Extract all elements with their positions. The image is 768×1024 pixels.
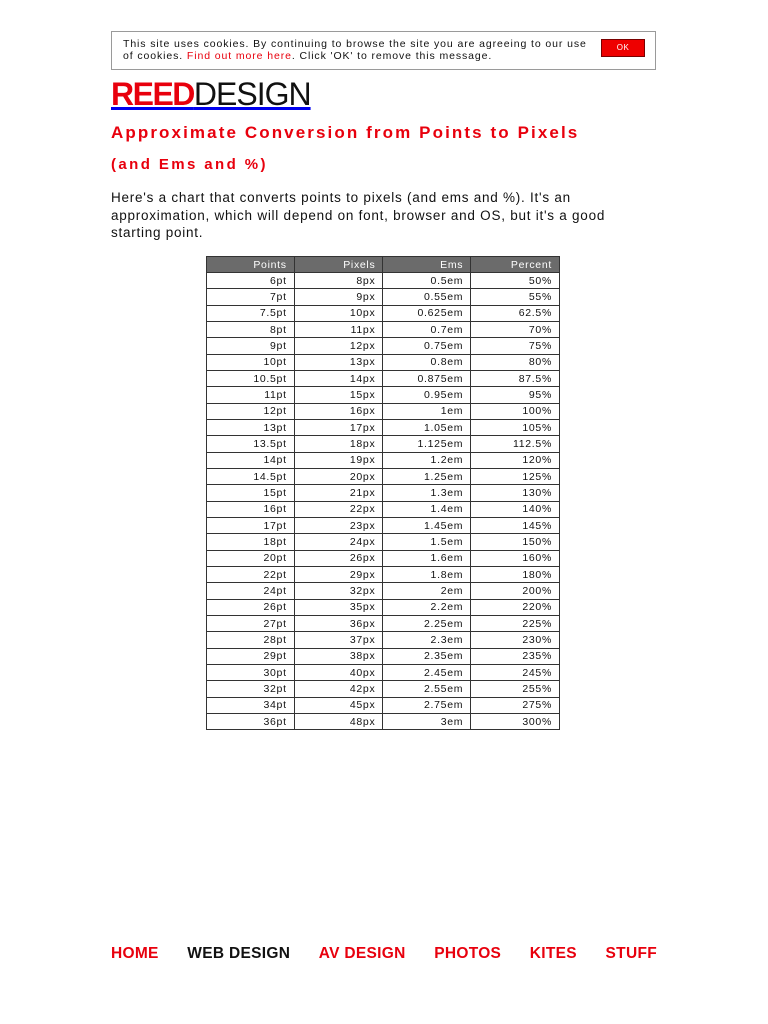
cell-ems: 1em (383, 403, 471, 419)
cell-ems: 2em (383, 583, 471, 599)
cell-pixels: 24px (294, 534, 383, 550)
table-row (207, 305, 560, 321)
cell-percent: 145% (471, 517, 560, 533)
cell-points: 15pt (207, 485, 295, 501)
cell-ems: 0.75em (383, 338, 471, 354)
cell-pixels: 23px (294, 517, 383, 533)
cookie-message (123, 38, 593, 62)
cell-pixels: 10px (294, 305, 383, 321)
cell-points: 20pt (207, 550, 295, 566)
nav-stuff[interactable]: STUFF (605, 945, 657, 962)
cell-points: 24pt (207, 583, 295, 599)
cell-points: 10pt (207, 354, 295, 370)
cell-percent: 300% (471, 713, 560, 729)
cell-pixels: 17px (294, 419, 383, 435)
table-row (207, 599, 560, 615)
cell-points: 8pt (207, 321, 295, 337)
cell-pixels: 26px (294, 550, 383, 566)
cell-ems: 1.5em (383, 534, 471, 550)
cell-ems: 0.7em (383, 321, 471, 337)
site-logo[interactable] (111, 77, 311, 111)
cell-ems: 1.05em (383, 419, 471, 435)
cell-points: 34pt (207, 697, 295, 713)
cell-points: 6pt (207, 273, 295, 289)
cell-percent: 120% (471, 452, 560, 468)
cell-pixels: 18px (294, 436, 383, 452)
table-row (207, 273, 560, 289)
table-row (207, 387, 560, 403)
cell-pixels: 40px (294, 664, 383, 680)
cell-ems: 0.5em (383, 273, 471, 289)
cell-ems: 2.3em (383, 632, 471, 648)
cell-ems: 1.125em (383, 436, 471, 452)
cell-percent: 275% (471, 697, 560, 713)
table-row (207, 713, 560, 729)
cell-points: 29pt (207, 648, 295, 664)
cell-pixels: 11px (294, 321, 383, 337)
table-row (207, 485, 560, 501)
table-header-row (207, 257, 560, 273)
table-row (207, 354, 560, 370)
cell-percent: 112.5% (471, 436, 560, 452)
conversion-table (206, 256, 560, 730)
cell-percent: 220% (471, 599, 560, 615)
cell-ems: 1.4em (383, 501, 471, 517)
find-out-more-link[interactable]: Find out more here (186, 50, 292, 62)
cell-ems: 1.8em (383, 566, 471, 582)
cookie-notice (111, 31, 656, 70)
nav-photos[interactable]: PHOTOS (434, 945, 502, 962)
nav-kites[interactable]: KITES (529, 945, 577, 962)
cell-pixels: 12px (294, 338, 383, 354)
nav-av-design[interactable]: AV DESIGN (318, 945, 406, 962)
table-row (207, 403, 560, 419)
cell-points: 14pt (207, 452, 295, 468)
table-row (207, 534, 560, 550)
cell-points: 32pt (207, 681, 295, 697)
table-row (207, 517, 560, 533)
table-row (207, 681, 560, 697)
cell-ems: 3em (383, 713, 471, 729)
table-row (207, 632, 560, 648)
cell-ems: 1.25em (383, 468, 471, 484)
cell-ems: 0.95em (383, 387, 471, 403)
header-percent: Percent (471, 257, 560, 273)
cell-ems: 1.6em (383, 550, 471, 566)
cell-points: 30pt (207, 664, 295, 680)
table-row (207, 566, 560, 582)
cell-pixels: 38px (294, 648, 383, 664)
table-row (207, 419, 560, 435)
logo-design: DESIGN (193, 76, 311, 112)
nav-home[interactable]: HOME (111, 945, 159, 962)
cell-percent: 87.5% (471, 370, 560, 386)
cell-percent: 105% (471, 419, 560, 435)
cell-pixels: 21px (294, 485, 383, 501)
cell-ems: 2.2em (383, 599, 471, 615)
cell-points: 18pt (207, 534, 295, 550)
table-row (207, 468, 560, 484)
cell-percent: 160% (471, 550, 560, 566)
cell-percent: 230% (471, 632, 560, 648)
cell-points: 27pt (207, 615, 295, 631)
cell-percent: 140% (471, 501, 560, 517)
cell-ems: 2.45em (383, 664, 471, 680)
table-row (207, 501, 560, 517)
cell-pixels: 29px (294, 566, 383, 582)
table-row (207, 452, 560, 468)
header-points: Points (207, 257, 295, 273)
table-row (207, 648, 560, 664)
cell-ems: 0.625em (383, 305, 471, 321)
footer-nav (111, 944, 657, 964)
cell-points: 26pt (207, 599, 295, 615)
cell-ems: 0.55em (383, 289, 471, 305)
cell-pixels: 36px (294, 615, 383, 631)
page-subtitle: (and Ems and %) (111, 156, 268, 173)
table-row (207, 664, 560, 680)
cell-percent: 180% (471, 566, 560, 582)
cell-ems: 2.75em (383, 697, 471, 713)
cookie-text-before: This site uses cookies. By continuing to browse the site you are agreeing to our use of cookies. (123, 38, 587, 62)
header-ems: Ems (383, 257, 471, 273)
cell-pixels: 9px (294, 289, 383, 305)
table-row (207, 338, 560, 354)
cell-pixels: 48px (294, 713, 383, 729)
table-row (207, 289, 560, 305)
table-row (207, 550, 560, 566)
cell-percent: 245% (471, 664, 560, 680)
table-row (207, 615, 560, 631)
cell-pixels: 35px (294, 599, 383, 615)
cell-points: 13pt (207, 419, 295, 435)
cell-ems: 0.875em (383, 370, 471, 386)
cell-points: 7pt (207, 289, 295, 305)
cell-percent: 235% (471, 648, 560, 664)
cell-pixels: 14px (294, 370, 383, 386)
cookie-ok-button[interactable]: OK (601, 39, 645, 57)
cell-points: 17pt (207, 517, 295, 533)
cell-percent: 255% (471, 681, 560, 697)
table-body (207, 273, 560, 730)
cell-pixels: 32px (294, 583, 383, 599)
header-pixels: Pixels (294, 257, 383, 273)
cell-points: 22pt (207, 566, 295, 582)
cell-percent: 62.5% (471, 305, 560, 321)
cell-percent: 75% (471, 338, 560, 354)
cell-pixels: 16px (294, 403, 383, 419)
cell-points: 13.5pt (207, 436, 295, 452)
cell-points: 11pt (207, 387, 295, 403)
cell-points: 28pt (207, 632, 295, 648)
table-row (207, 583, 560, 599)
cell-points: 7.5pt (207, 305, 295, 321)
cell-pixels: 19px (294, 452, 383, 468)
cell-pixels: 20px (294, 468, 383, 484)
page-title: Approximate Conversion from Points to Pixels (111, 123, 580, 142)
cell-points: 16pt (207, 501, 295, 517)
cell-ems: 2.25em (383, 615, 471, 631)
cell-pixels: 42px (294, 681, 383, 697)
cell-pixels: 45px (294, 697, 383, 713)
cell-percent: 55% (471, 289, 560, 305)
cell-pixels: 37px (294, 632, 383, 648)
cell-points: 36pt (207, 713, 295, 729)
cell-percent: 225% (471, 615, 560, 631)
logo-reed: REED (111, 76, 194, 112)
cell-ems: 0.8em (383, 354, 471, 370)
cell-percent: 130% (471, 485, 560, 501)
cell-ems: 1.2em (383, 452, 471, 468)
cell-points: 12pt (207, 403, 295, 419)
cell-points: 10.5pt (207, 370, 295, 386)
cell-points: 9pt (207, 338, 295, 354)
nav-web-design[interactable]: WEB DESIGN (187, 945, 291, 962)
cell-ems: 2.55em (383, 681, 471, 697)
cookie-text-after: . Click 'OK' to remove this message. (291, 50, 493, 62)
cell-points: 14.5pt (207, 468, 295, 484)
cell-percent: 80% (471, 354, 560, 370)
cell-pixels: 8px (294, 273, 383, 289)
cell-percent: 100% (471, 403, 560, 419)
table-row (207, 436, 560, 452)
cell-percent: 150% (471, 534, 560, 550)
cell-percent: 125% (471, 468, 560, 484)
cell-percent: 70% (471, 321, 560, 337)
cell-ems: 2.35em (383, 648, 471, 664)
intro-paragraph: Here's a chart that converts points to pixels (and ems and %). It's an approximation, which will depend on font, browser and OS, but it's a good starting point. (111, 190, 606, 240)
cell-percent: 50% (471, 273, 560, 289)
cell-percent: 200% (471, 583, 560, 599)
cell-pixels: 22px (294, 501, 383, 517)
cell-ems: 1.3em (383, 485, 471, 501)
cell-percent: 95% (471, 387, 560, 403)
table-row (207, 697, 560, 713)
cell-pixels: 13px (294, 354, 383, 370)
table-row (207, 370, 560, 386)
table-row (207, 321, 560, 337)
cell-ems: 1.45em (383, 517, 471, 533)
cell-pixels: 15px (294, 387, 383, 403)
